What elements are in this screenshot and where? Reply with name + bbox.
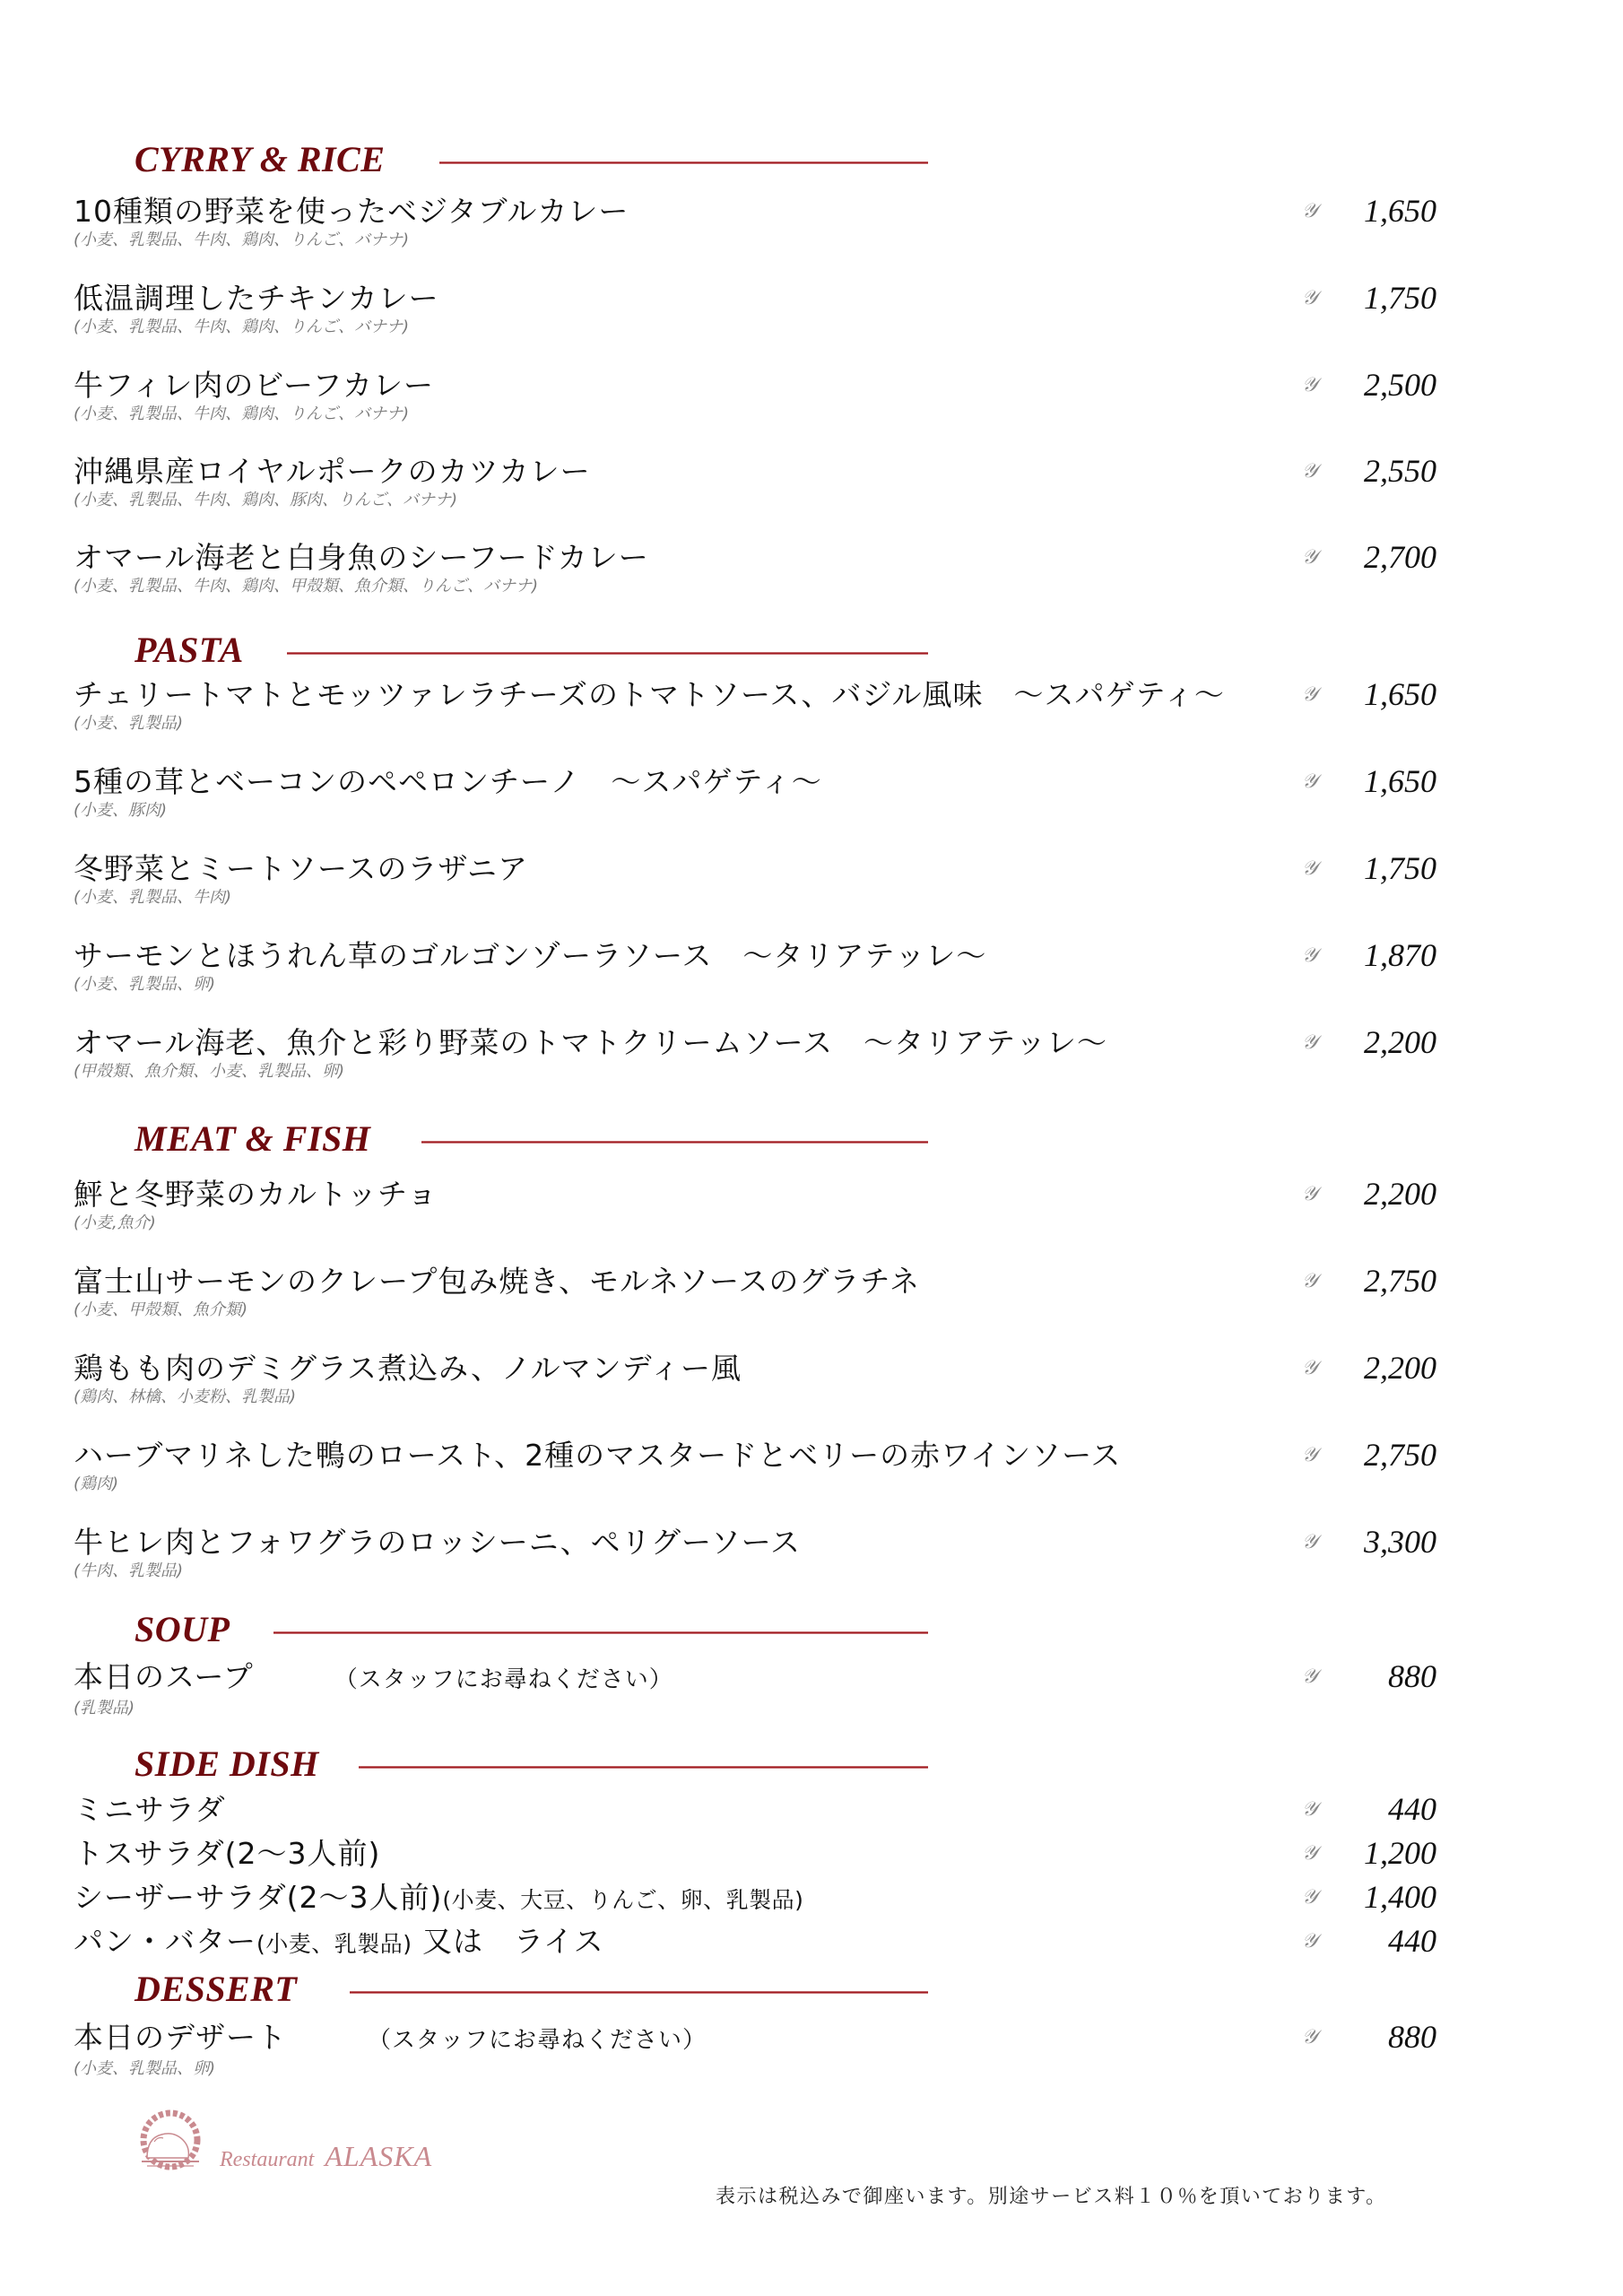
section-curry-rice	[135, 137, 1497, 182]
menu-item	[74, 1835, 1436, 1872]
yen-icon: 𝒴	[1302, 1443, 1318, 1465]
menu-item	[74, 1350, 1436, 1408]
item-allergens: (小麦、甲殻類、魚介類)	[74, 1300, 248, 1319]
item-name: 鶏もも肉のデミグラス煮込み、ノルマンディー風	[74, 1351, 742, 1386]
menu-item	[74, 763, 1436, 822]
menu-item	[74, 1176, 1436, 1234]
yen-icon: 𝒴	[1302, 1031, 1318, 1053]
item-name: 牛フィレ肉のビーフカレー	[74, 368, 435, 403]
item-allergens: (小麦、乳製品)	[74, 714, 184, 733]
item-price	[1302, 540, 1436, 576]
item-price	[1302, 1659, 1436, 1695]
item-inline-allergens: (小麦、大豆、りんご、卵、乳製品)	[442, 1887, 804, 1913]
item-price	[1302, 764, 1436, 800]
menu-item	[74, 1024, 1436, 1083]
item-price	[1302, 1792, 1436, 1828]
item-allergens: (乳製品)	[74, 1699, 135, 1718]
yen-icon: 𝒴	[1302, 373, 1318, 396]
section-divider	[287, 652, 928, 655]
item-price	[1302, 938, 1436, 974]
item-price	[1302, 1525, 1436, 1561]
yen-icon: 𝒴	[1302, 1269, 1318, 1292]
price-amount: 880	[1388, 1658, 1436, 1694]
price-amount: 2,750	[1364, 1437, 1436, 1473]
item-allergens: (小麦、乳製品、牛肉、鶏肉、りんご、バナナ)	[74, 230, 410, 249]
section-divider	[350, 1991, 928, 1994]
yen-icon: 𝒴	[1302, 545, 1318, 568]
section-divider	[421, 1141, 928, 1144]
menu-item	[74, 453, 1436, 511]
item-price	[1302, 1438, 1436, 1474]
yen-icon: 𝒴	[1302, 1182, 1318, 1205]
item-allergens: (小麦,魚介)	[74, 1213, 156, 1232]
item-name	[74, 1924, 1363, 1962]
item-name: 牛ヒレ肉とフォワグラのロッシーニ、ペリグーソース	[74, 1525, 802, 1560]
item-name-text: 本日のデザート	[74, 2020, 287, 2055]
item-name: ハーブマリネした鴨のロースト、2種のマスタードとベリーの赤ワインソース	[74, 1438, 1122, 1473]
menu-item	[74, 193, 1436, 251]
section-title: SIDE DISH	[135, 1744, 319, 1784]
yen-icon: 𝒴	[1302, 1665, 1318, 1687]
price-amount: 2,200	[1364, 1350, 1436, 1386]
menu-item	[74, 1263, 1436, 1321]
yen-icon: 𝒴	[1302, 1530, 1318, 1552]
item-name: チェリートマトとモッツァレラチーズのトマトソース、バジル風味 ～スパゲティ～	[74, 677, 1225, 712]
menu-item	[74, 1923, 1436, 1962]
section-meat-fish	[135, 1117, 1497, 1161]
item-allergens: (小麦、乳製品、牛肉、鶏肉、甲殻類、魚介類、りんご、バナナ)	[74, 577, 539, 596]
price-amount: 2,700	[1364, 539, 1436, 575]
menu-item	[74, 1879, 1436, 1918]
item-allergens: (小麦、乳製品、卵)	[74, 975, 216, 994]
section-header	[135, 1967, 1497, 2012]
item-price	[1302, 851, 1436, 887]
price-amount: 2,200	[1364, 1176, 1436, 1212]
item-allergens: (小麦、乳製品、牛肉、鶏肉、りんご、バナナ)	[74, 317, 410, 336]
yen-icon: 𝒴	[1302, 1797, 1318, 1820]
item-name: 鮃と冬野菜のカルトッチョ	[74, 1177, 438, 1212]
section-header	[135, 1742, 1497, 1787]
item-price	[1302, 1264, 1436, 1300]
menu-item	[74, 1524, 1436, 1582]
price-amount: 440	[1388, 1923, 1436, 1959]
item-note: （スタッフにお尋ねください）	[368, 2027, 707, 2054]
section-title: SOUP	[135, 1609, 230, 1649]
item-name-text: 本日のスープ	[74, 1659, 254, 1694]
item-price	[1302, 677, 1436, 713]
item-allergens: (鶏肉)	[74, 1474, 119, 1493]
restaurant-brand	[220, 2140, 432, 2173]
item-price	[1302, 1836, 1436, 1872]
item-name-text: パン・バター	[74, 1924, 256, 1959]
brand-prefix: Restaurant	[220, 2148, 315, 2171]
item-inline-allergens: (小麦、乳製品)	[256, 1931, 412, 1957]
section-title: MEAT & FISH	[135, 1118, 371, 1159]
yen-icon: 𝒴	[1302, 857, 1318, 879]
menu-item	[74, 367, 1436, 425]
item-allergens: (小麦、乳製品、牛肉、鶏肉、豚肉、りんご、バナナ)	[74, 491, 458, 509]
price-amount: 440	[1388, 1791, 1436, 1827]
item-price	[1302, 1351, 1436, 1387]
item-name	[74, 1880, 1363, 1918]
section-divider	[273, 1631, 928, 1634]
price-amount: 1,750	[1364, 280, 1436, 316]
brand-name: ALASKA	[325, 2140, 433, 2172]
yen-icon: 𝒴	[1302, 1841, 1318, 1864]
price-amount: 1,650	[1364, 193, 1436, 229]
price-amount: 1,750	[1364, 850, 1436, 886]
item-allergens: (小麦、豚肉)	[74, 801, 168, 820]
price-amount: 1,870	[1364, 937, 1436, 973]
section-side-dish	[135, 1742, 1497, 1787]
item-allergens: (鶏肉、林檎、小麦粉、乳製品)	[74, 1387, 297, 1406]
price-amount: 2,500	[1364, 367, 1436, 403]
item-allergens: (小麦、乳製品、牛肉、鶏肉、りんご、バナナ)	[74, 404, 410, 423]
yen-icon: 𝒴	[1302, 944, 1318, 966]
section-title: CYRRY & RICE	[135, 139, 386, 179]
tax-service-notice: 表示は税込みで御座います。別途サービス料１０％を頂いております。	[716, 2186, 1387, 2208]
item-name: 10種類の野菜を使ったベジタブルカレー	[74, 194, 629, 229]
price-amount: 1,650	[1364, 763, 1436, 799]
item-price	[1302, 454, 1436, 490]
item-name: オマール海老と白身魚のシーフードカレー	[74, 540, 649, 575]
item-price	[1302, 281, 1436, 317]
bear-sun-logo-icon	[135, 2106, 206, 2178]
section-header	[135, 628, 1497, 673]
section-pasta	[135, 628, 1497, 673]
section-dessert	[135, 1967, 1497, 2012]
item-name	[74, 2020, 1363, 2058]
item-allergens: (小麦、乳製品、牛肉)	[74, 888, 232, 907]
item-name: 冬野菜とミートソースのラザニア	[74, 851, 529, 886]
item-price	[1302, 1924, 1436, 1960]
item-name: 低温調理したチキンカレー	[74, 281, 439, 316]
item-price	[1302, 194, 1436, 230]
item-name: サーモンとほうれん草のゴルゴンゾーラソース ～タリアテッレ～	[74, 938, 987, 973]
section-title: PASTA	[135, 630, 244, 670]
menu-item	[74, 676, 1436, 735]
section-header	[135, 1607, 1497, 1652]
menu-item	[74, 1437, 1436, 1495]
yen-icon: 𝒴	[1302, 286, 1318, 309]
price-amount: 1,650	[1364, 676, 1436, 712]
price-amount: 2,750	[1364, 1263, 1436, 1299]
item-name: 5種の茸とベーコンのペペロンチーノ ～スパゲティ～	[74, 764, 822, 799]
yen-icon: 𝒴	[1302, 2025, 1318, 2048]
price-amount: 880	[1388, 2019, 1436, 2055]
section-header	[135, 1117, 1497, 1161]
yen-icon: 𝒴	[1302, 459, 1318, 482]
menu-item	[74, 850, 1436, 909]
menu-item	[74, 1658, 1436, 1719]
section-soup	[135, 1607, 1497, 1652]
item-suffix: 又は ライス	[412, 1924, 604, 1959]
menu-item	[74, 2019, 1436, 2080]
yen-icon: 𝒴	[1302, 770, 1318, 792]
yen-icon: 𝒴	[1302, 1929, 1318, 1952]
item-name: オマール海老、魚介と彩り野菜のトマトクリームソース ～タリアテッレ～	[74, 1025, 1108, 1060]
menu-item	[74, 539, 1436, 597]
item-allergens: (牛肉、乳製品)	[74, 1561, 184, 1580]
price-amount: 2,200	[1364, 1024, 1436, 1060]
item-price	[1302, 1177, 1436, 1213]
menu-item	[74, 280, 1436, 338]
price-amount: 3,300	[1364, 1524, 1436, 1560]
item-note: （スタッフにお尋ねください）	[334, 1666, 673, 1693]
item-price	[1302, 1880, 1436, 1916]
item-price	[1302, 1025, 1436, 1061]
item-name	[74, 1659, 1363, 1698]
section-divider	[359, 1766, 928, 1769]
price-amount: 1,200	[1364, 1835, 1436, 1871]
section-title: DESSERT	[135, 1969, 298, 2009]
item-price	[1302, 2020, 1436, 2056]
item-name: ミニサラダ	[74, 1792, 226, 1827]
item-name: トスサラダ(2～3人前)	[74, 1836, 381, 1871]
yen-icon: 𝒴	[1302, 1356, 1318, 1378]
yen-icon: 𝒴	[1302, 1885, 1318, 1908]
item-name: 富士山サーモンのクレープ包み焼き、モルネソースのグラチネ	[74, 1264, 921, 1299]
item-allergens: (甲殻類、魚介類、小麦、乳製品、卵)	[74, 1062, 345, 1081]
item-name-text: シーザーサラダ(2～3人前)	[74, 1880, 443, 1915]
section-divider	[439, 161, 928, 164]
price-amount: 1,400	[1364, 1879, 1436, 1915]
menu-item	[74, 937, 1436, 996]
yen-icon: 𝒴	[1302, 199, 1318, 222]
section-header	[135, 137, 1497, 182]
yen-icon: 𝒴	[1302, 683, 1318, 705]
item-name: 沖縄県産ロイヤルポークのカツカレー	[74, 454, 591, 489]
item-allergens: (小麦、乳製品、卵)	[74, 2059, 216, 2078]
price-amount: 2,550	[1364, 453, 1436, 489]
item-price	[1302, 368, 1436, 404]
menu-item	[74, 1791, 1436, 1828]
